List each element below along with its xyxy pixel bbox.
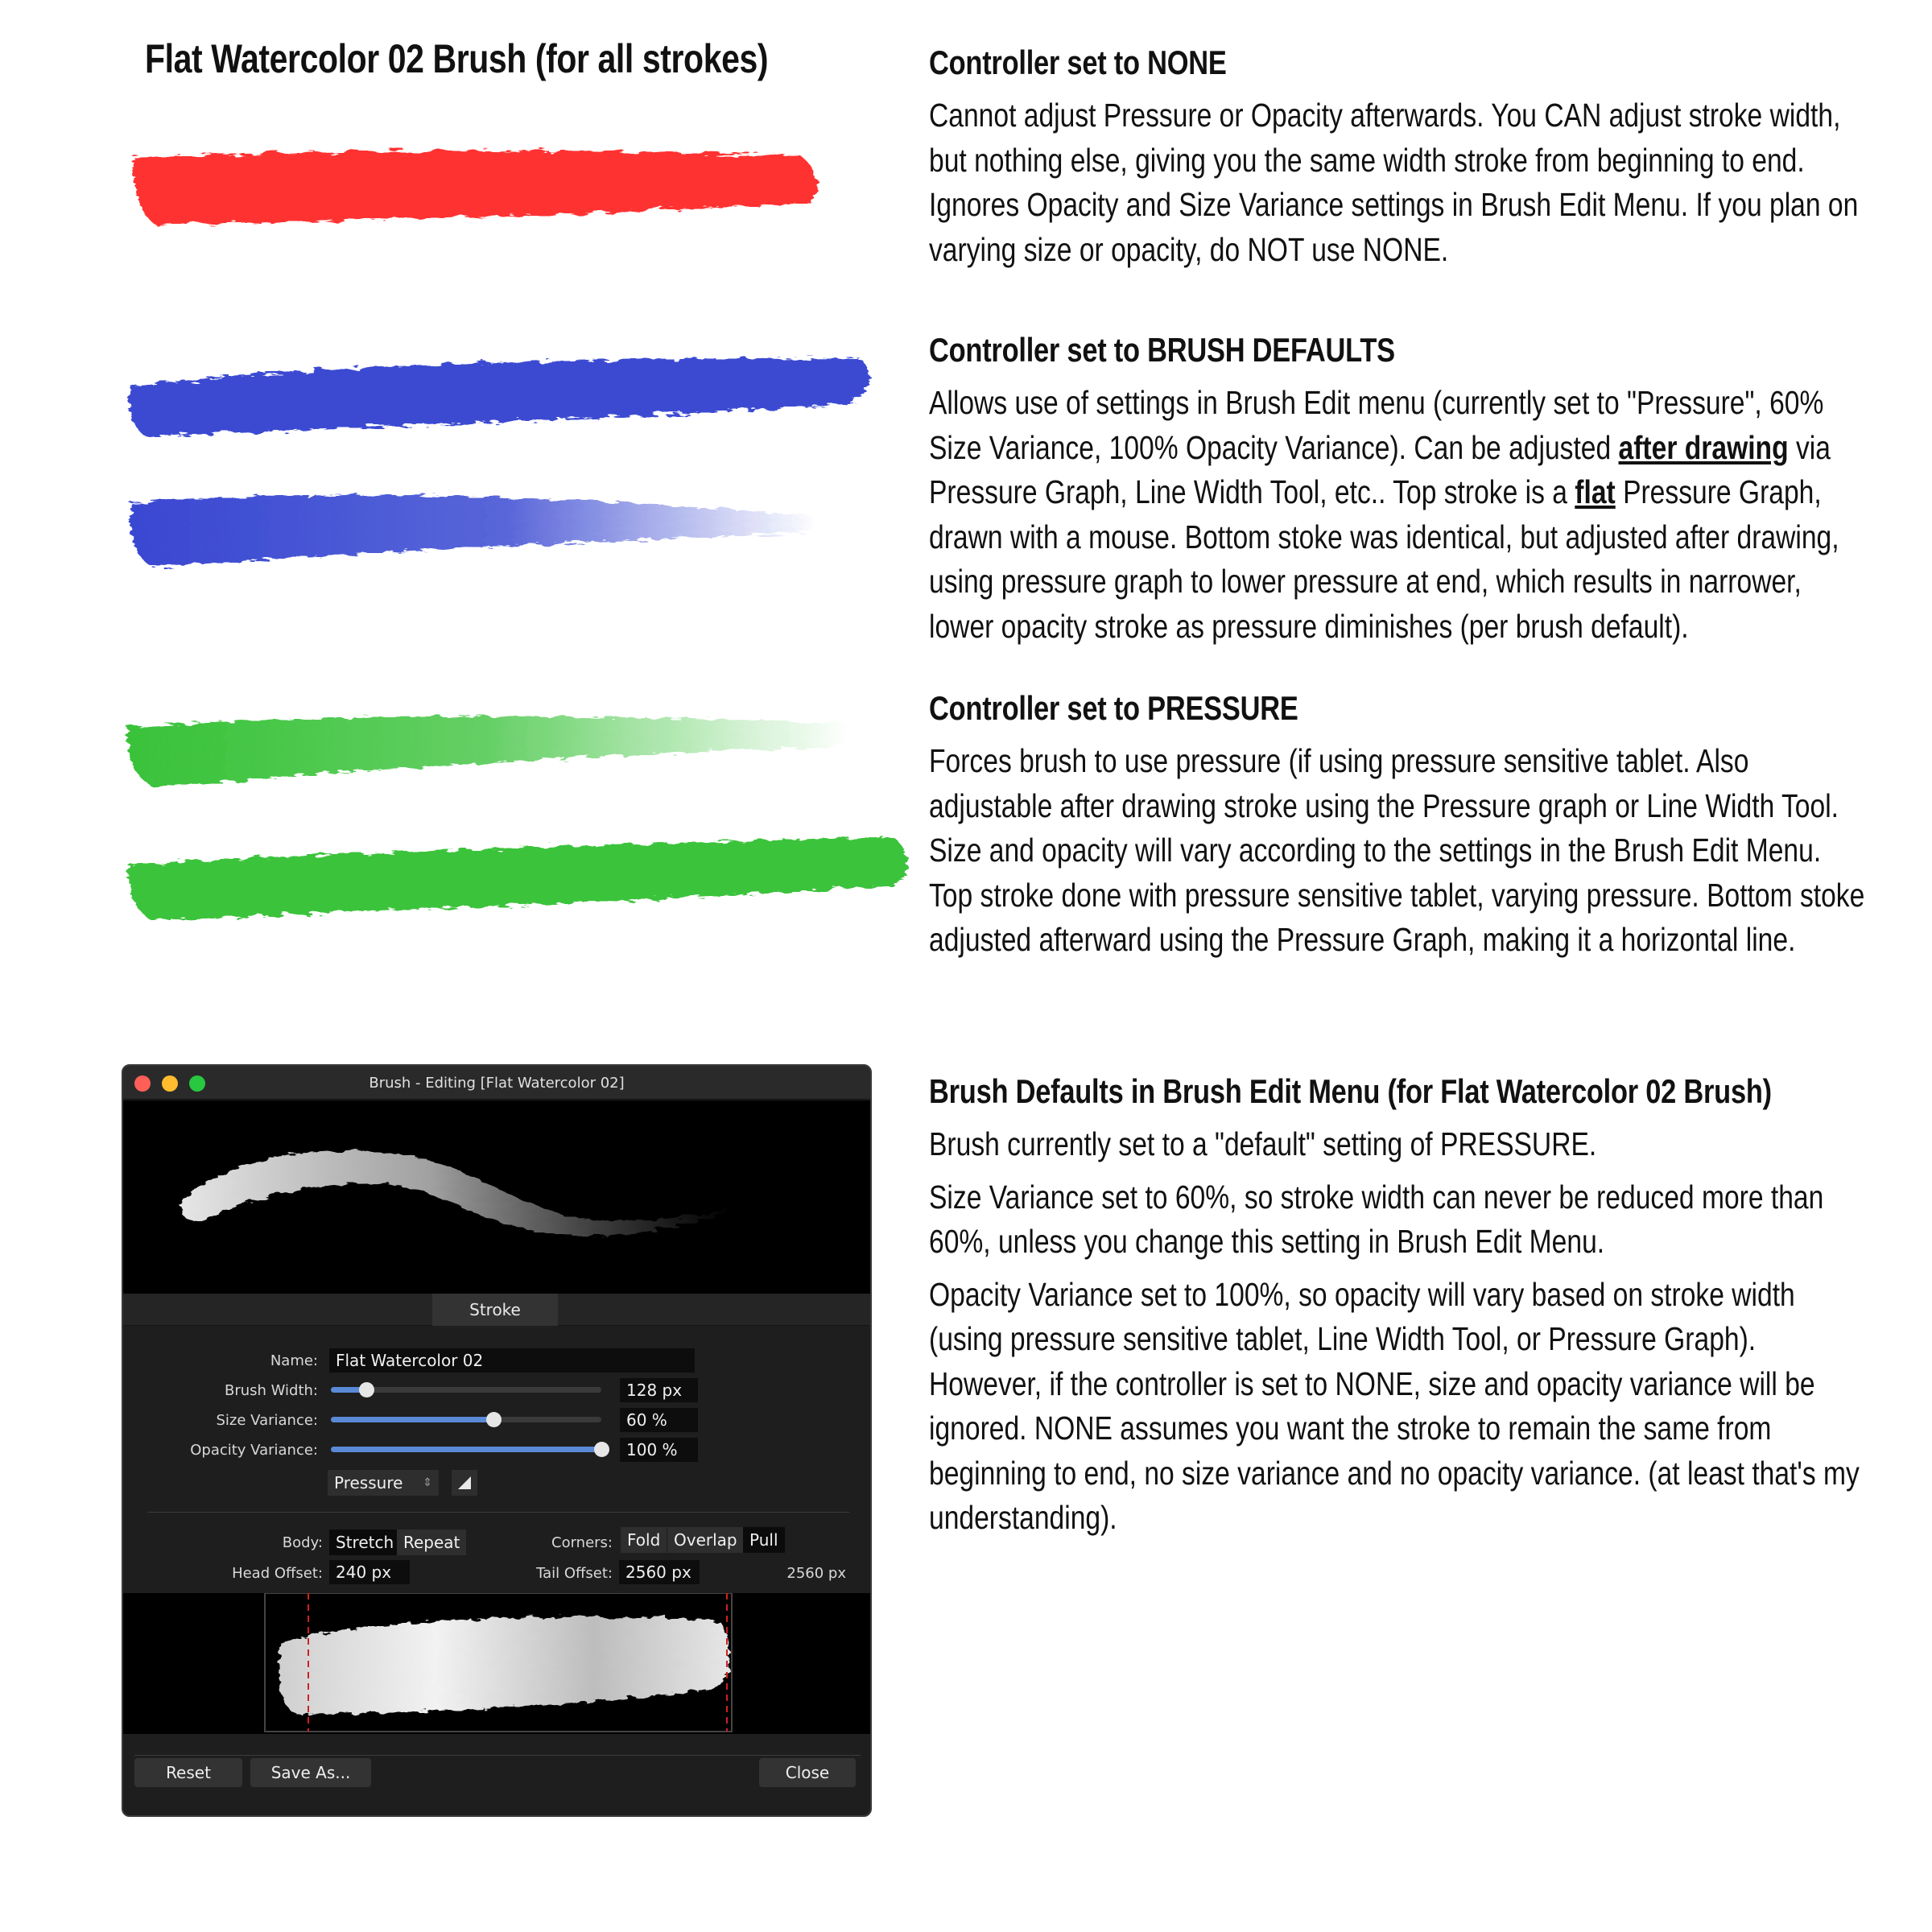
section-heading: Controller set to BRUSH DEFAULTS bbox=[929, 331, 1395, 369]
brush-width-label: Brush Width: bbox=[224, 1382, 318, 1399]
section-none bbox=[929, 39, 1866, 272]
divider bbox=[134, 1755, 861, 1756]
section-pressure bbox=[929, 684, 1866, 963]
body-label: Body: bbox=[282, 1534, 323, 1551]
size-variance-slider-knob[interactable] bbox=[486, 1412, 502, 1427]
tail-offset-field[interactable]: 2560 px bbox=[619, 1560, 700, 1584]
preview-stroke-image bbox=[123, 1100, 872, 1294]
body-repeat-button[interactable]: Repeat bbox=[397, 1530, 466, 1555]
brush-width-slider[interactable] bbox=[331, 1387, 601, 1393]
size-variance-label: Size Variance: bbox=[216, 1412, 318, 1429]
opacity-variance-slider-knob[interactable] bbox=[594, 1442, 609, 1457]
close-button[interactable]: Close bbox=[759, 1758, 856, 1787]
brush-stroke-preview bbox=[123, 1100, 870, 1294]
paragraph-text: Pressure Graph, drawn with a mouse. Bottom stoke was identical, but adjusted after drawing, using pressure graph to lower pressure at end, which results in narrower, lower opacity stroke as pressure diminishes (per brush default). bbox=[929, 473, 1839, 645]
brush-texture-image bbox=[123, 1593, 872, 1734]
section-heading: Brush Defaults in Brush Edit Menu (for Flat Watercolor 02 Brush) bbox=[929, 1072, 1772, 1110]
divider bbox=[147, 1512, 849, 1513]
head-offset-label: Head Offset: bbox=[232, 1565, 323, 1582]
green-stroke-tablet bbox=[121, 700, 861, 797]
page-title: Flat Watercolor 02 Brush (for all strokes) bbox=[145, 36, 769, 81]
name-label: Name: bbox=[270, 1352, 318, 1369]
red-stroke-none bbox=[125, 137, 825, 242]
head-offset-field[interactable]: 240 px bbox=[329, 1560, 410, 1584]
pressure-ramp-icon bbox=[452, 1470, 477, 1496]
section-paragraph bbox=[929, 1175, 1866, 1265]
reset-button[interactable]: Reset bbox=[134, 1758, 242, 1787]
section-brush-edit-defaults bbox=[929, 1067, 1866, 1541]
tail-offset-label: Tail Offset: bbox=[536, 1565, 613, 1582]
body-stretch-button[interactable]: Stretch bbox=[329, 1530, 400, 1555]
brush-width-slider-knob[interactable] bbox=[359, 1382, 374, 1397]
paragraph-text: Opacity Variance set to 100%, so opacity will vary based on stroke width (using pressure sensitive tablet, Line Width Tool, or Pressure Graph). However, if the controller is set to NONE, size and opacity variance will be ignored. NONE assumes you want the stroke to remain the same from beginning to end, no size variance and no opacity variance. (at least that's my understanding). bbox=[929, 1275, 1860, 1536]
size-variance-slider-fill bbox=[331, 1417, 493, 1422]
window-title: Brush - Editing [Flat Watercolor 02] bbox=[369, 1075, 625, 1092]
section-heading: Controller set to PRESSURE bbox=[929, 689, 1298, 727]
paragraph-text: Cannot adjust Pressure or Opacity afterwards. You CAN adjust stroke width, but nothing else, giving you the same width stroke from beginning to end. Ignores Opacity and Size Variance settings in Brush Edit Menu. If you plan on varying size or opacity, do NOT use NONE. bbox=[929, 97, 1859, 268]
corners-label: Corners: bbox=[551, 1534, 613, 1551]
section-paragraph bbox=[929, 381, 1866, 649]
size-variance-field[interactable]: 60 % bbox=[620, 1408, 698, 1432]
paragraph-text: Brush currently set to a "default" setting of PRESSURE. bbox=[929, 1125, 1597, 1162]
blue-stroke-tapered bbox=[121, 479, 829, 576]
section-brush-defaults bbox=[929, 326, 1866, 649]
opacity-variance-slider-fill bbox=[331, 1447, 601, 1452]
blue-stroke-flat bbox=[121, 346, 886, 451]
tab-bar bbox=[123, 1294, 870, 1326]
paragraph-text: Allows use of settings in Brush Edit menu (currently set to "Pressure", 60% Size Variance, 100% Opacity Variance). Can be adjusted bbox=[929, 384, 1824, 466]
section-paragraph bbox=[929, 739, 1866, 963]
paragraph-text: via Pressure Graph, Line Width Tool, etc.. Top stroke is a bbox=[929, 428, 1831, 510]
corners-fold-button[interactable]: Fold bbox=[621, 1527, 667, 1553]
corners-pull-button[interactable]: Pull bbox=[743, 1527, 785, 1553]
brush-edit-window bbox=[122, 1064, 872, 1817]
tab-stroke[interactable]: Stroke bbox=[432, 1294, 558, 1326]
controller-select[interactable] bbox=[328, 1470, 439, 1496]
section-paragraph bbox=[929, 1273, 1866, 1541]
title-bar[interactable] bbox=[123, 1066, 870, 1100]
section-heading: Controller set to NONE bbox=[929, 43, 1227, 81]
opacity-variance-field[interactable]: 100 % bbox=[620, 1438, 698, 1462]
brush-width-field[interactable]: 128 px bbox=[620, 1378, 698, 1402]
total-length-readout: 2560 px bbox=[786, 1565, 846, 1582]
emphasis-flat: flat bbox=[1575, 473, 1616, 510]
name-field[interactable]: Flat Watercolor 02 bbox=[329, 1348, 695, 1373]
opacity-variance-slider[interactable] bbox=[331, 1447, 601, 1452]
section-paragraph bbox=[929, 1122, 1866, 1167]
brush-texture-preview bbox=[123, 1593, 870, 1734]
emphasis-after-drawing: after drawing bbox=[1618, 428, 1789, 466]
updown-chevron-icon: ⇕ bbox=[423, 1476, 432, 1489]
controller-select-value: Pressure bbox=[334, 1473, 403, 1492]
section-paragraph bbox=[929, 93, 1866, 272]
paragraph-text: Forces brush to use pressure (if using pressure sensitive tablet. Also adjustable after drawing stroke using the Pressure graph or Line Width Tool. Size and opacity will vary according to the settings in the Brush Edit Menu. Top stroke done with pressure sensitive tablet, varying pressure. Bottom stoke adjusted afterward using the Pressure Graph, making it a horizontal line. bbox=[929, 742, 1865, 958]
save-as-button[interactable]: Save As... bbox=[250, 1758, 371, 1787]
size-variance-slider[interactable] bbox=[331, 1417, 601, 1422]
pressure-graph-button[interactable] bbox=[452, 1470, 477, 1496]
green-stroke-horizontal bbox=[121, 821, 918, 934]
corners-overlap-button[interactable]: Overlap bbox=[667, 1527, 744, 1553]
opacity-variance-label: Opacity Variance: bbox=[190, 1442, 318, 1459]
paragraph-text: Size Variance set to 60%, so stroke width can never be reduced more than 60%, unless you change this setting in Brush Edit Menu. bbox=[929, 1178, 1824, 1260]
